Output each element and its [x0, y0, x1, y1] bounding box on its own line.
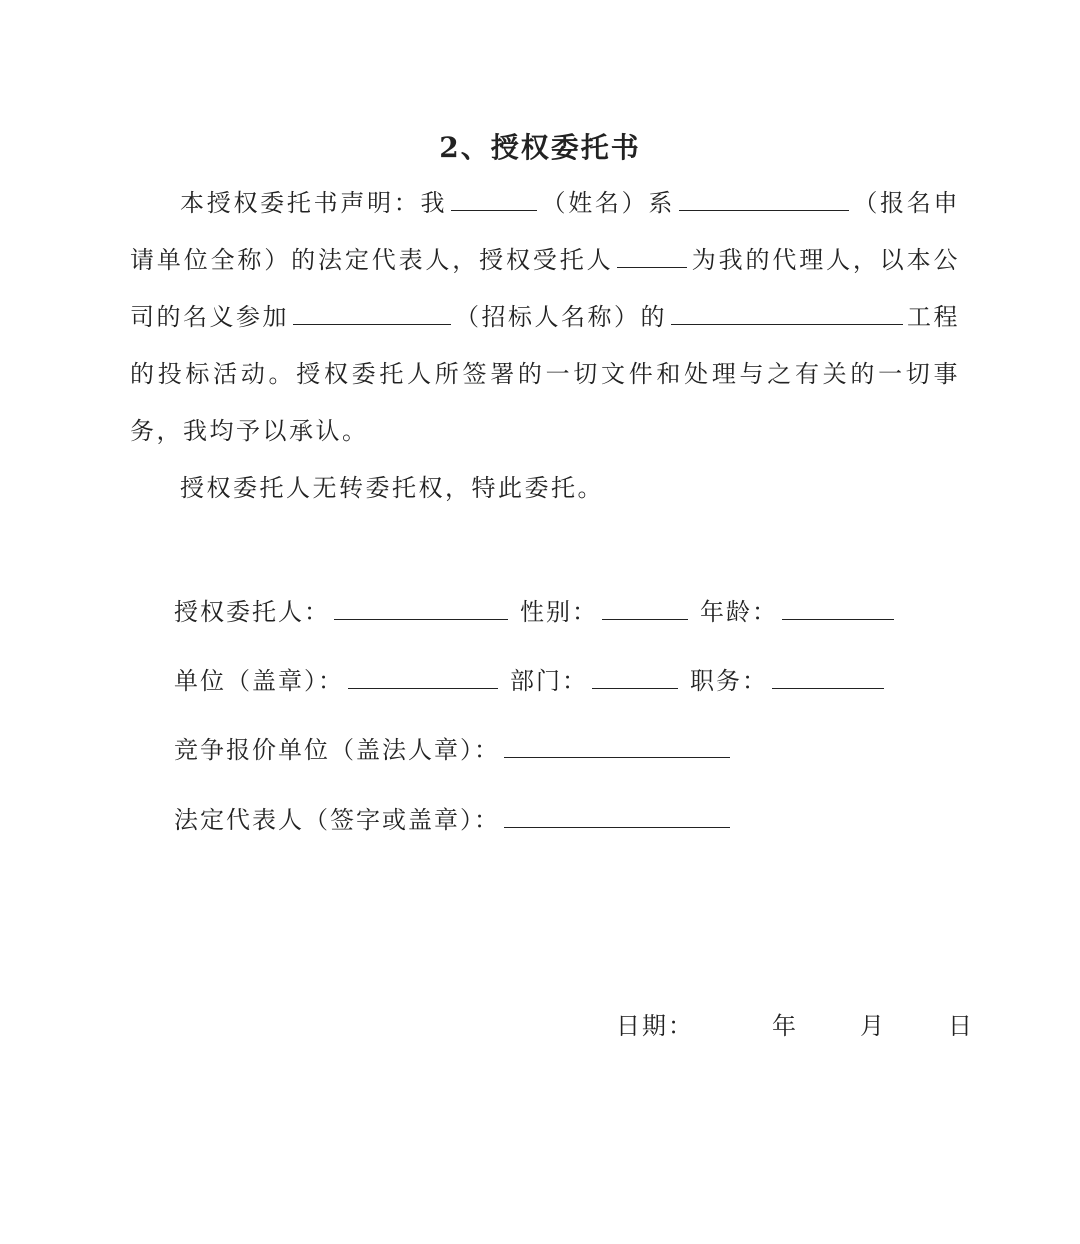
- dept-label: 部门：: [510, 667, 588, 695]
- company-blank: [679, 188, 849, 211]
- declaration-text-3: （报名申请单位全称）的法定代表人，授权受托人: [130, 189, 961, 274]
- date-label: 日期：: [616, 1012, 694, 1040]
- document-title: 2、授权委托书: [439, 131, 641, 164]
- date-year: 年: [772, 1012, 798, 1040]
- bidder-label: 竞争报价单位（盖法人章）：: [174, 736, 500, 764]
- declaration-text-5: （招标人名称）的: [455, 303, 667, 331]
- agent-info-row: [174, 592, 898, 632]
- project-blank: [671, 302, 903, 325]
- bidder-row: [174, 730, 734, 770]
- declaration-text-2: （姓名）系: [541, 189, 676, 217]
- declaration-text-6: 工程的投标活动。授权委托人所签署的一切文件和处理与之有关的一切事务，我均予以承认。: [130, 303, 960, 445]
- legal-rep-row: [174, 800, 734, 840]
- trustee-blank: [617, 245, 687, 268]
- dept-blank: [592, 664, 678, 689]
- declaration-text-1: 本授权委托书声明：我: [180, 189, 448, 217]
- date-day: 日: [948, 1012, 974, 1040]
- agent-blank: [334, 595, 508, 620]
- unit-blank: [348, 664, 498, 689]
- age-label: 年龄：: [700, 598, 778, 626]
- legal-rep-label: 法定代表人（签字或盖章）：: [174, 806, 500, 834]
- declaration-text-4: 为我的代理人，以本公司的名义参加: [130, 246, 961, 331]
- unit-label: 单位（盖章）：: [174, 667, 344, 695]
- unit-info-row: [174, 661, 888, 701]
- tenderer-blank: [293, 302, 451, 325]
- no-subdelegation-paragraph: 授权委托人无转委托权，特此委托。: [180, 474, 604, 502]
- date-month: 月: [860, 1012, 886, 1040]
- position-blank: [772, 664, 884, 689]
- bidder-blank: [504, 733, 730, 758]
- date-row: [616, 1006, 974, 1046]
- name-blank: [451, 188, 537, 211]
- legal-rep-blank: [504, 803, 730, 828]
- gender-label: 性别：: [520, 598, 598, 626]
- age-blank: [782, 595, 894, 620]
- position-label: 职务：: [690, 667, 768, 695]
- gender-blank: [602, 595, 688, 620]
- agent-label: 授权委托人：: [174, 598, 330, 626]
- declaration-paragraph: [130, 175, 960, 460]
